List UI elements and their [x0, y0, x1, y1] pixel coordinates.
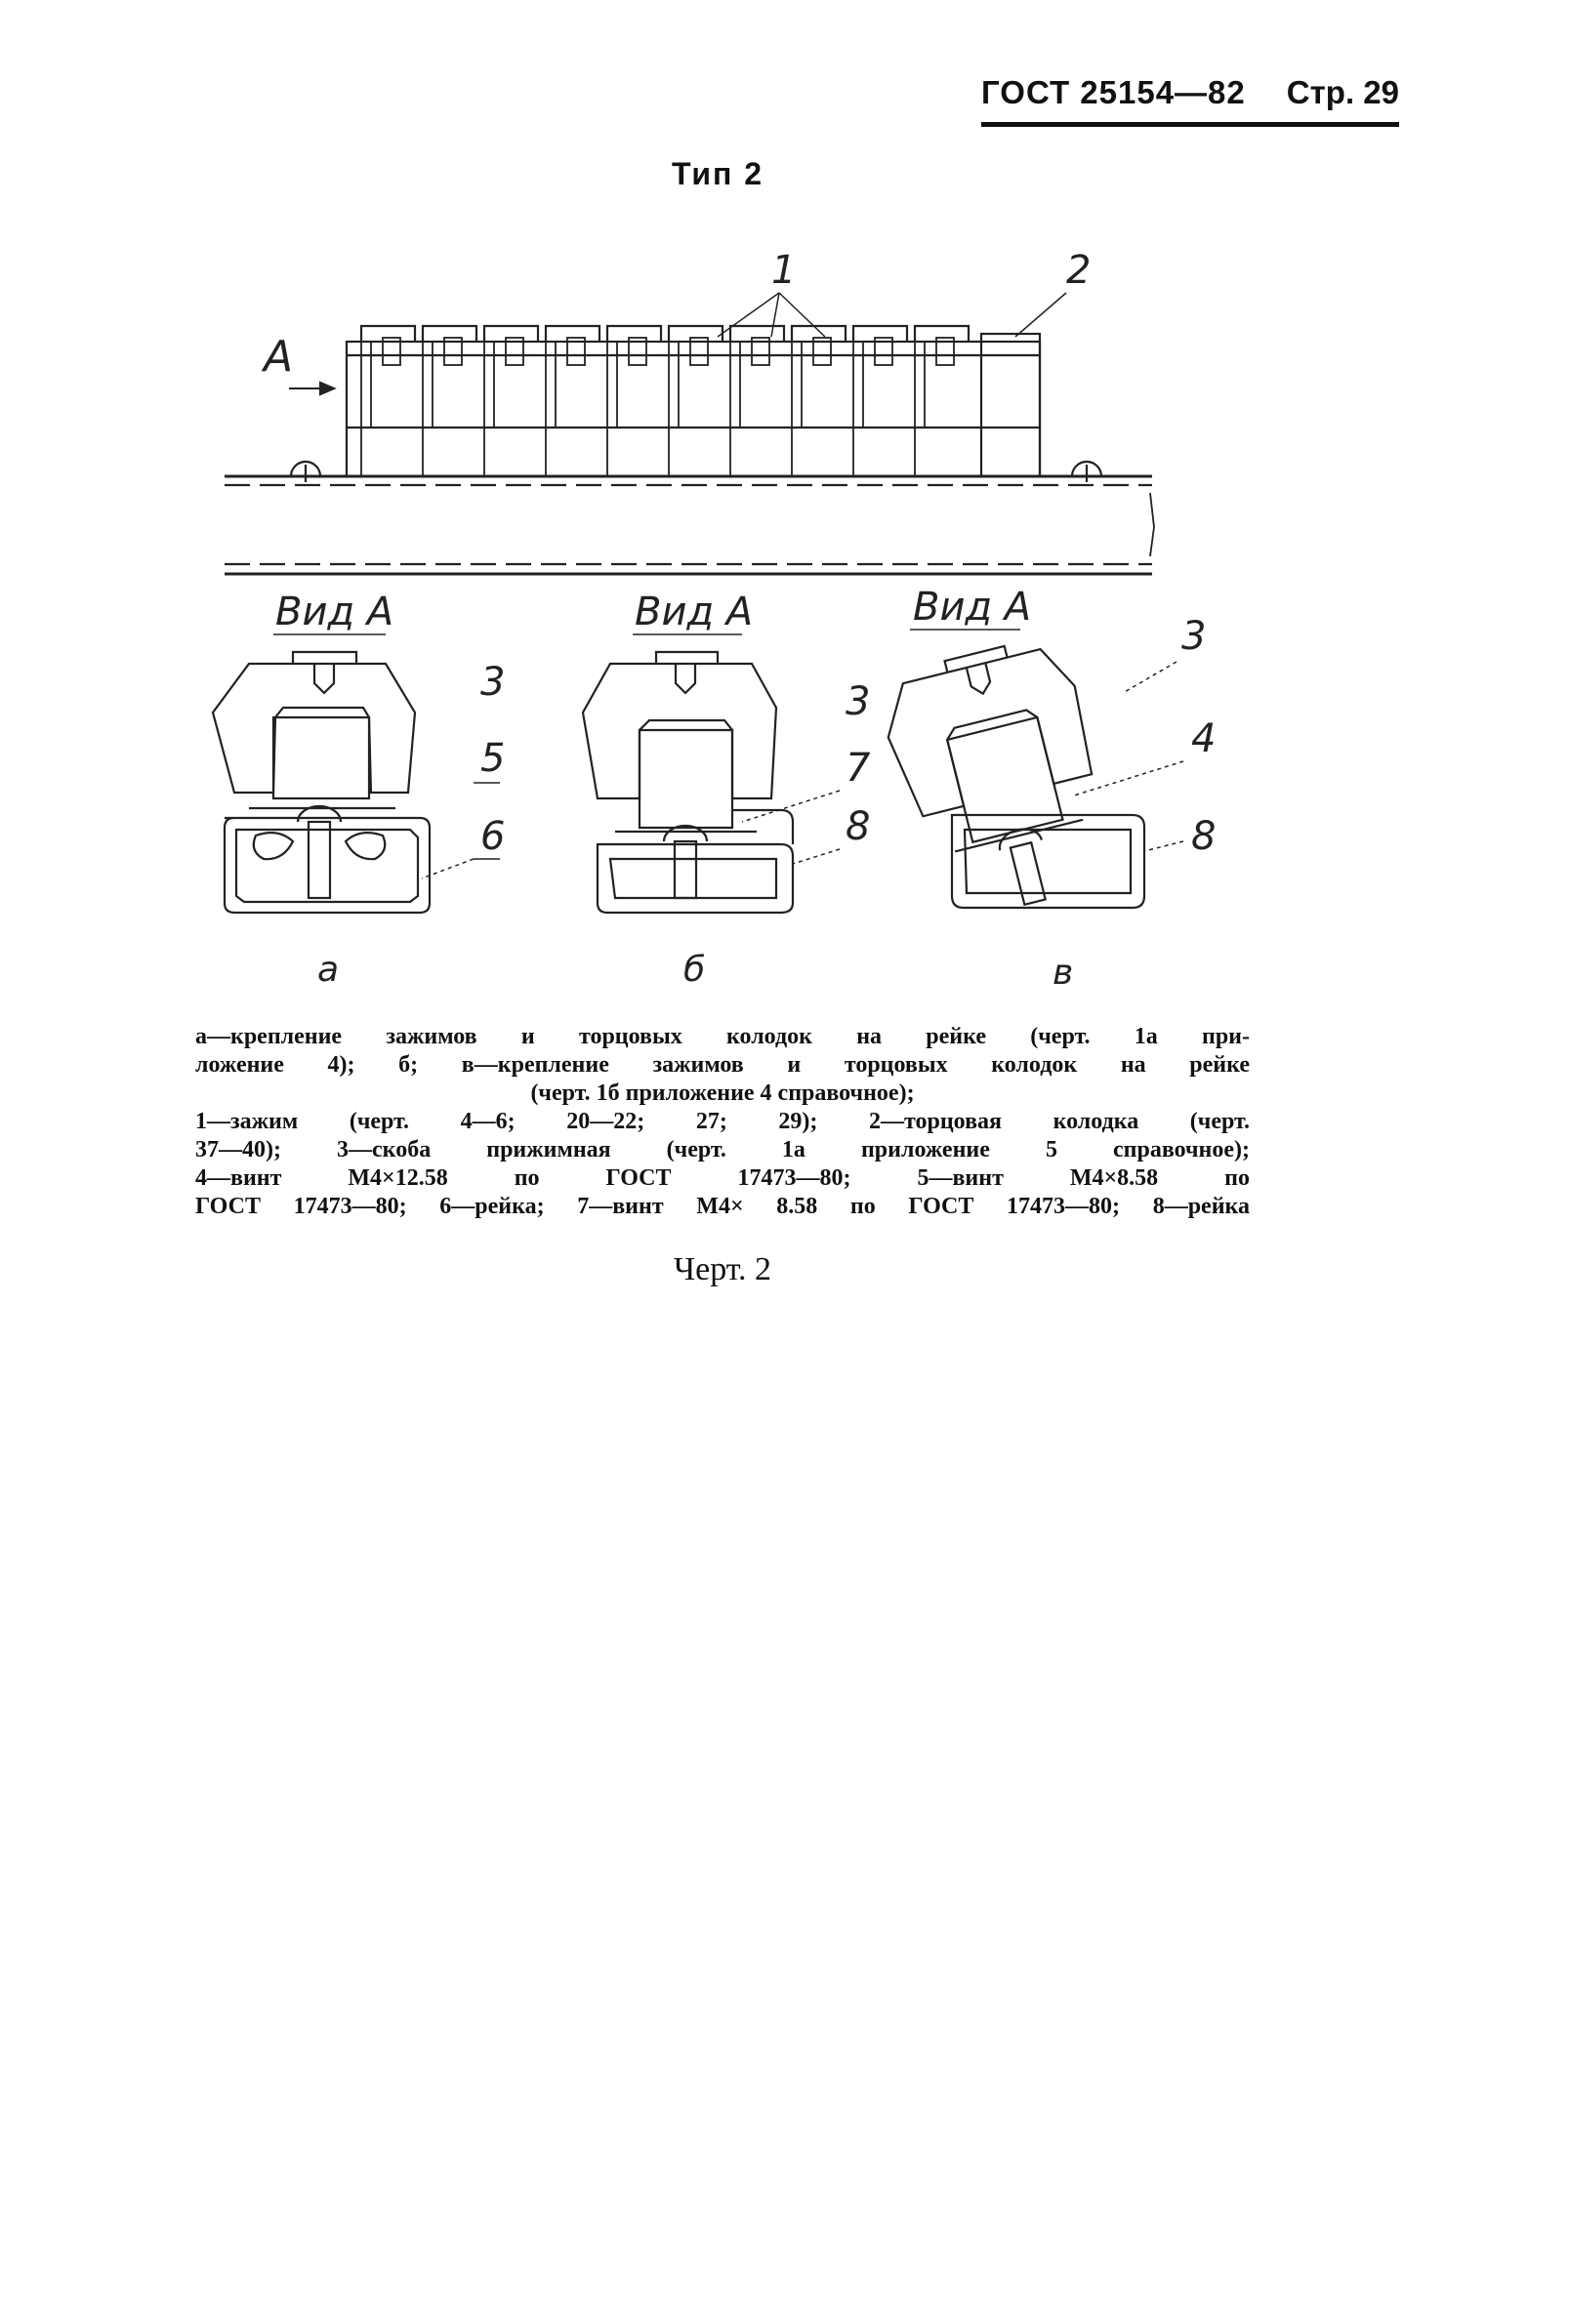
- caption-line-5: 37—40); 3—скоба прижимная (черт. 1а приложение 5 справочное);: [195, 1137, 1250, 1162]
- caption-line-2: ложение 4); б; в—крепление зажимов и торцовых колодок на рейке: [195, 1052, 1250, 1078]
- view-b-callout-3: 3: [846, 679, 871, 724]
- view-a: [213, 590, 505, 990]
- view-c-callout-4: 4: [1191, 716, 1217, 761]
- type-label: Тип 2: [672, 156, 764, 191]
- technical-drawing: [0, 0, 1569, 1035]
- view-a-callout-5: 5: [480, 736, 506, 781]
- caption-line-7: ГОСТ 17473—80; 6—рейка; 7—винт М4× 8.58 по ГОСТ 17473—80; 8—рейка: [195, 1194, 1250, 1219]
- callout-2: 2: [1066, 248, 1092, 293]
- view-c-callout-8: 8: [1191, 814, 1217, 859]
- figure-label: Черт. 2: [674, 1251, 772, 1287]
- view-a-title: Вид А: [275, 590, 394, 634]
- view-b-callout-8: 8: [846, 804, 871, 849]
- terminal-block-assembly: [225, 248, 1154, 574]
- view-c-title: Вид А: [913, 585, 1032, 630]
- view-b-title: Вид А: [635, 590, 754, 634]
- view-b: [583, 590, 871, 990]
- caption-line-3: (черт. 1б приложение 4 справочное);: [530, 1080, 915, 1106]
- view-a-callout-6: 6: [480, 814, 506, 859]
- view-b-callout-7: 7: [846, 746, 871, 791]
- view-arrow-label: А: [264, 332, 294, 382]
- document-number: ГОСТ 25154—82: [981, 74, 1246, 110]
- callout-1: 1: [771, 248, 797, 293]
- caption-line-1: а—крепление зажимов и торцовых колодок на рейке (черт. 1а при-: [195, 1024, 1250, 1049]
- view-c-callout-3: 3: [1181, 614, 1207, 659]
- page-number: Стр. 29: [1286, 74, 1399, 110]
- view-c-sublabel: в: [1053, 953, 1074, 993]
- caption-line-6: 4—винт М4×12.58 по ГОСТ 17473—80; 5—винт М4×8.58 по: [195, 1165, 1250, 1191]
- view-c: [874, 585, 1217, 993]
- view-b-sublabel: б: [683, 950, 706, 990]
- view-a-callout-3: 3: [480, 660, 506, 705]
- view-a-sublabel: а: [317, 950, 340, 990]
- caption-line-4: 1—зажим (черт. 4—6; 20—22; 27; 29); 2—торцовая колодка (черт.: [195, 1109, 1250, 1134]
